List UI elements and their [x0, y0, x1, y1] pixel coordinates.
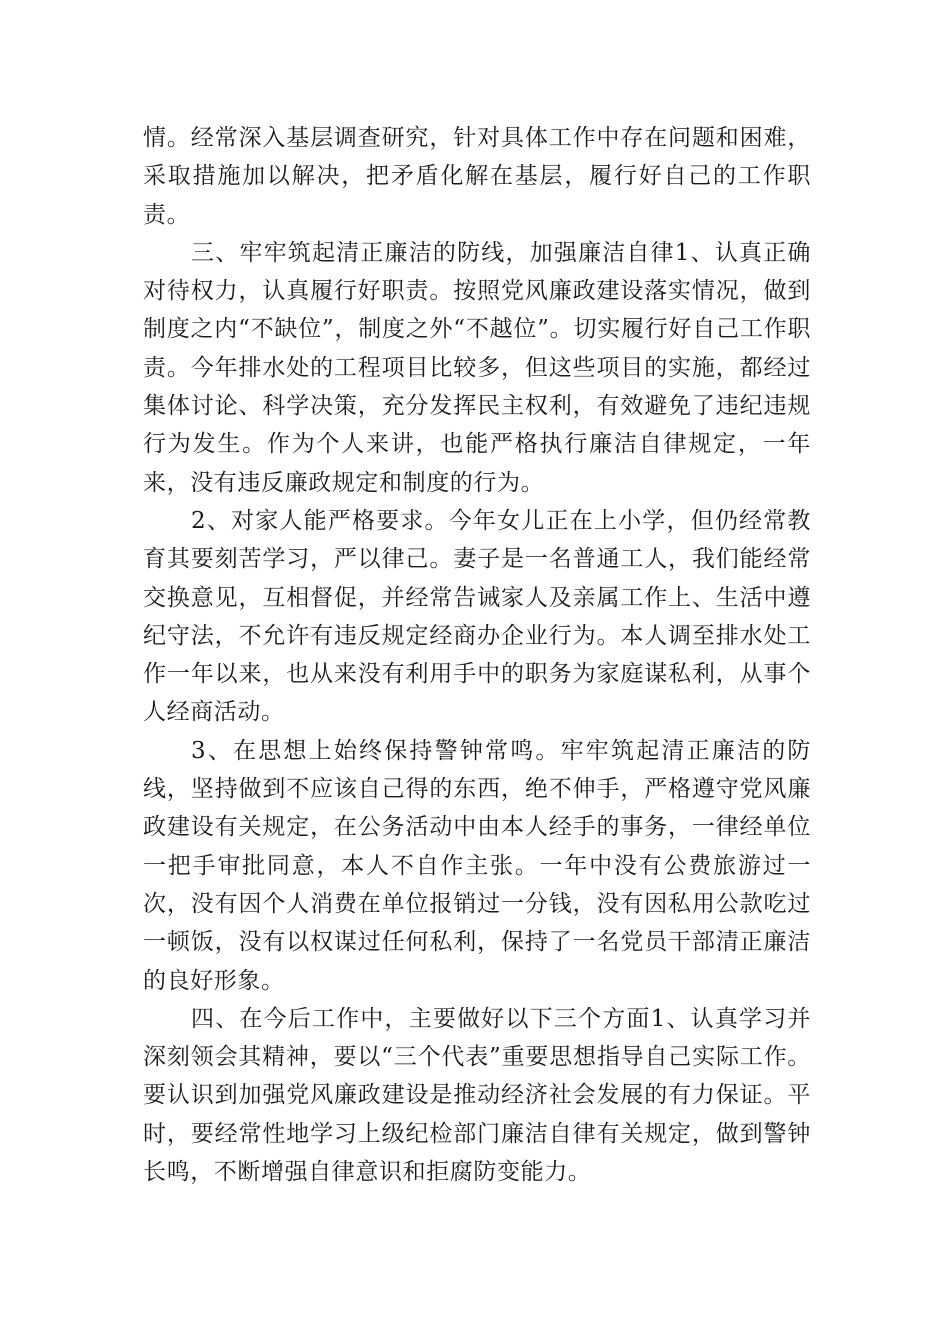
paragraph-family-requirements: 2、对家人能严格要求。今年女儿正在上小学，但仍经常教育其要刻苦学习，严以律己。妻子是一名普通工人，我们能经常交换意见，互相督促，并经常告诫家人及亲属工作上、生活中遵纪守法，不允许有违反规定经商办企业行为。本人调至排水处工作一年以来，也从来没有利用手中的职务为家庭谋私利，从事个人经商活动。 — [143, 507, 811, 726]
paragraph-continuation: 情。经常深入基层调查研究，针对具体工作中存在问题和困难，采取措施加以解决，把矛盾化解在基层，履行好自己的工作职责。 — [143, 125, 811, 228]
paragraph-alarm-bell: 3、在思想上始终保持警钟常鸣。牢牢筑起清正廉洁的防线，坚持做到不应该自己得的东西，绝不伸手，严格遵守党风廉政建设有关规定，在公务活动中由本人经手的事务，一律经单位一把手审批同意，本人不自作主张。一年中没有公费旅游过一次，没有因个人消费在单位报销过一分钱，没有因私用公款吃过一顿饭，没有以权谋过任何私利，保持了一名党员干部清正廉洁的良好形象。 — [143, 737, 811, 994]
document-body — [143, 119, 811, 1191]
paragraph-section-three: 三、牢牢筑起清正廉洁的防线，加强廉洁自律1、认真正确对待权力，认真履行好职责。按照党风廉政建设落实情况，做到制度之内“不缺位”，制度之外“不越位”。切实履行好自己工作职责。今年排水处的工程项目比较多，但这些项目的实施，都经过集体讨论、科学决策，充分发挥民主权利，有效避免了违纪违规行为发生。作为个人来讲，也能严格执行廉洁自律规定，一年来，没有违反廉政规定和制度的行为。 — [143, 239, 811, 496]
paragraph-section-four: 四、在今后工作中，主要做好以下三个方面1、认真学习并深刻领会其精神，要以“三个代表”重要思想指导自己实际工作。要认识到加强党风廉政建设是推动经济社会发展的有力保证。平时，要经常性地学习上级纪检部门廉洁自律有关规定，做到警钟长鸣，不断增强自律意识和拒腐防变能力。 — [143, 1005, 811, 1186]
